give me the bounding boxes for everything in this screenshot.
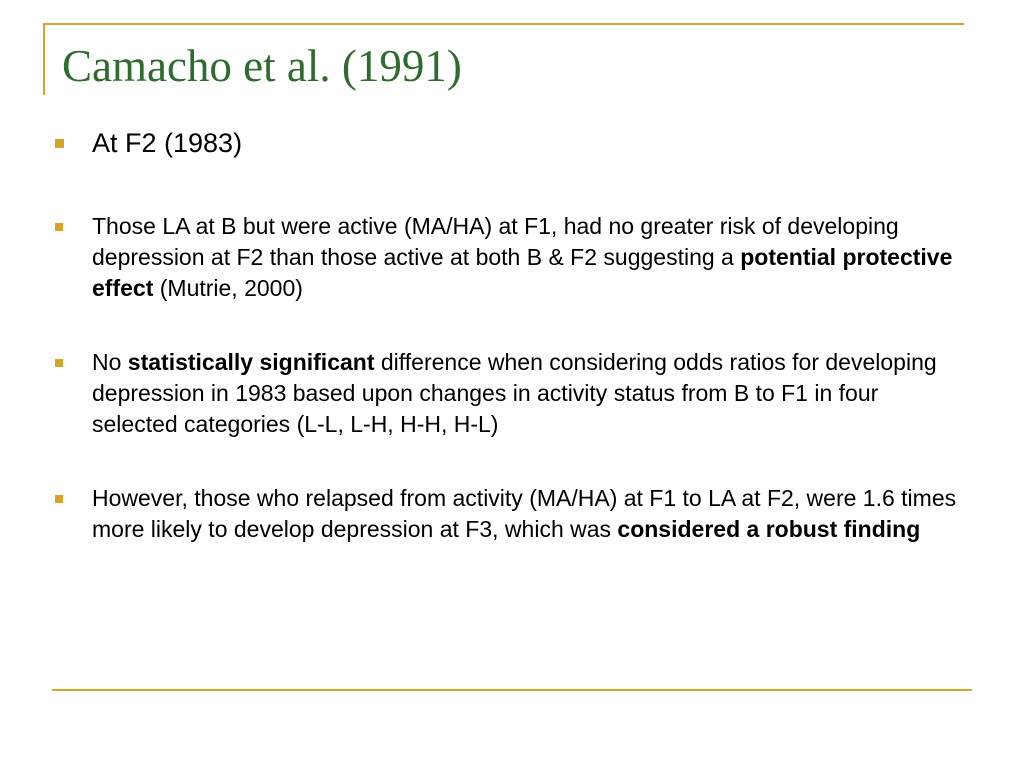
bullet-text-regular: (Mutrie, 2000) [153, 275, 303, 301]
bullet-text: At F2 (1983) [92, 128, 243, 158]
bullet-text-regular: difference when considering odds ratios for developing depression in 1983 based upon changes in activity status from B to F1 in four selected categories (L-L, L-H, H-H, H-L) [92, 349, 937, 437]
bullet-item [55, 211, 960, 304]
bullet-item [55, 347, 960, 440]
accent-top-line [43, 23, 964, 25]
square-bullet-icon [55, 495, 63, 503]
bullet-list [55, 122, 960, 545]
bullet-text-regular: However, those who relapsed from activity (MA/HA) at F1 to LA at F2, were 1.6 times more likely to develop depression at F3, which was [92, 485, 957, 542]
bullet-text-regular: Those LA at B but were active (MA/HA) at F1, had no greater risk of developing depression at F2 than those active at both B & F2 suggesting a [92, 213, 899, 270]
bullet-text-bold: potential protective effect [92, 244, 953, 301]
accent-vertical-line [43, 23, 45, 95]
bullet-text-bold: considered a robust finding [617, 516, 921, 542]
accent-bottom-line [52, 689, 972, 691]
bullet-item [55, 483, 960, 545]
bullet-text [92, 213, 952, 301]
bullet-item [55, 122, 960, 164]
square-bullet-icon [55, 139, 64, 148]
slide-title: Camacho et al. (1991) [62, 41, 462, 91]
bullet-text [92, 485, 956, 542]
square-bullet-icon [55, 223, 63, 231]
square-bullet-icon [55, 359, 63, 367]
bullet-text-bold: statistically significant [127, 349, 375, 375]
bullet-text-regular: No [92, 349, 128, 375]
bullet-text [92, 349, 937, 437]
